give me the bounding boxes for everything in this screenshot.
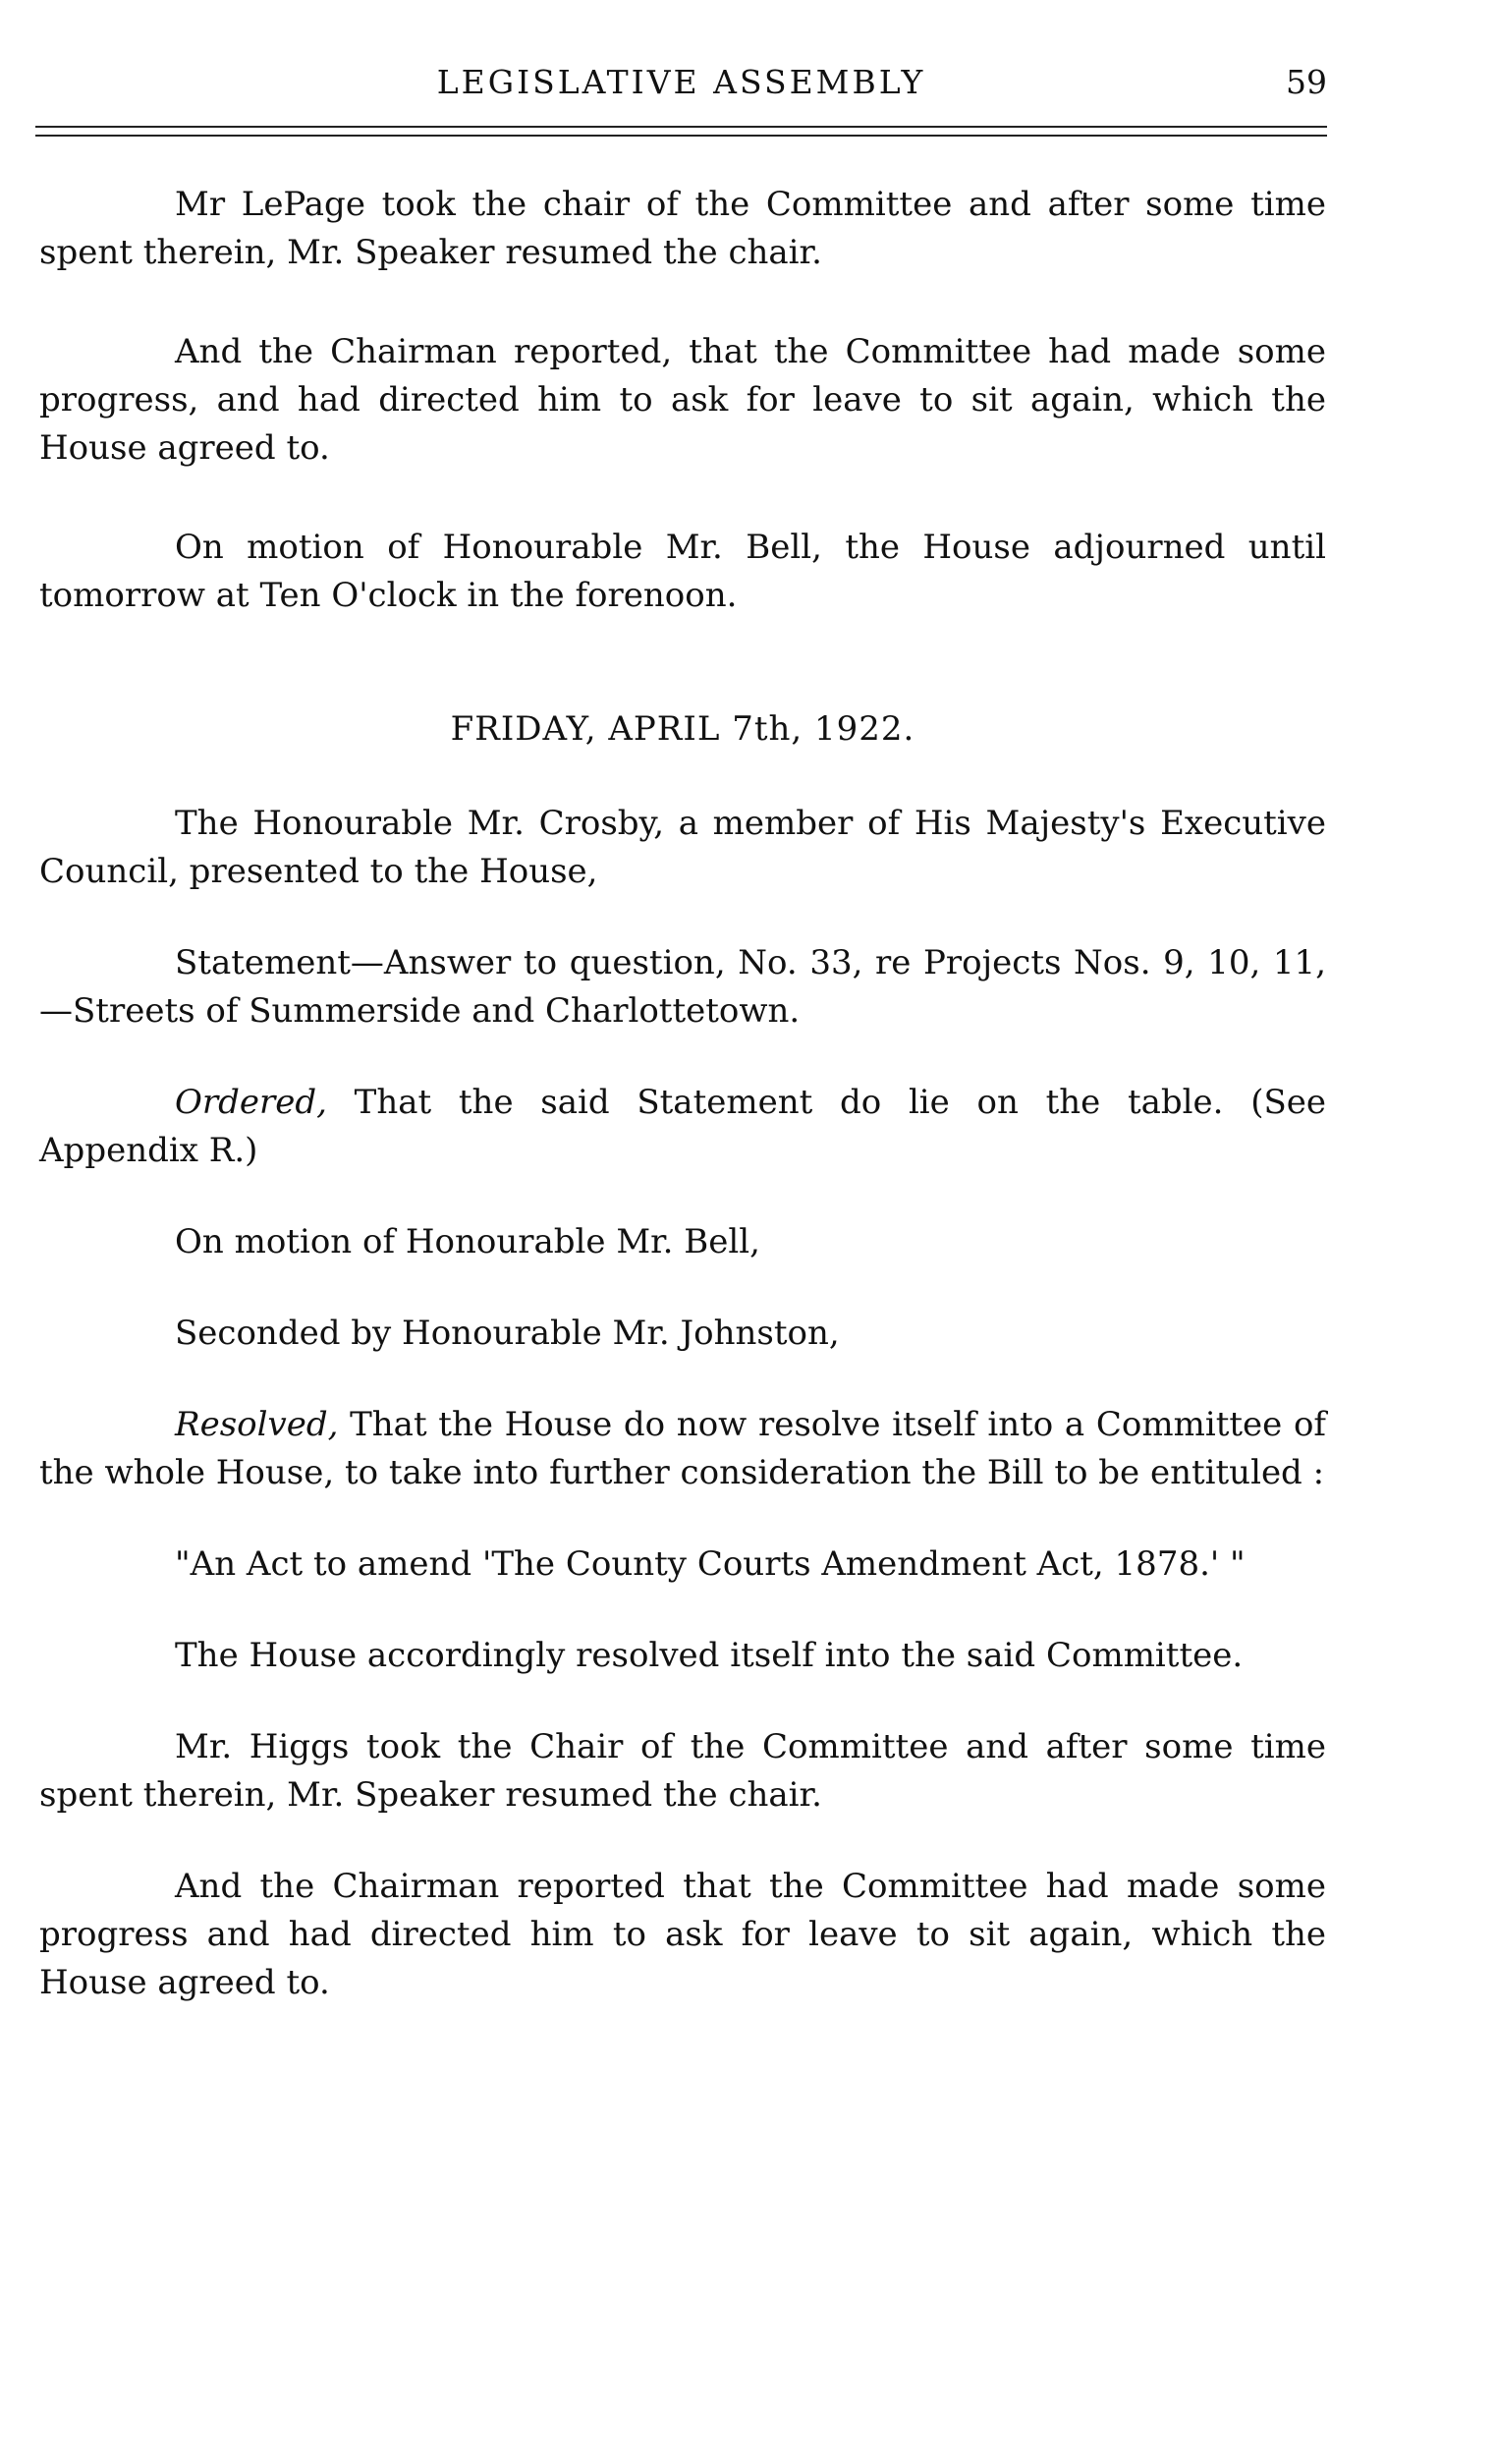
paragraph-ordered [39,1079,1326,1175]
paragraph-higgs-chair: Mr. Higgs took the Chair of the Committee and after some time spent therein, Mr. Speaker resumed the chair. [39,1727,1326,1815]
paragraph-final-report: And the Chairman reported that the Committee had made some progress and had directed him to ask for leave to sit again, which the House agreed to. [39,1867,1326,2002]
paragraph-presentation: The Honourable Mr. Crosby, a member of His Majesty's Executive Council, presented to the House, [39,804,1326,891]
running-title: LEGISLATIVE ASSEMBLY [436,63,926,101]
header-rule-top [35,126,1327,128]
paragraph-chairman-report: And the Chairman reported, that the Committee had made some progress, and had directed him to ask for leave to sit again, which the House agreed to. [39,332,1326,468]
paragraph-motion: On motion of Honourable Mr. Bell, [175,1222,760,1261]
paragraph-committee-chair: Mr LePage took the chair of the Committee and after some time spent therein, Mr. Speaker resumed the chair. [39,185,1326,272]
date-heading: FRIDAY, APRIL 7th, 1922. [450,709,915,749]
ordered-text: That the said Statement do lie on the table. (See Appendix R.) [39,1083,1326,1170]
paragraph-adjournment: On motion of Honourable Mr. Bell, the House adjourned until tomorrow at Ten O'clock in the forenoon. [39,528,1326,615]
paragraph-seconded: Seconded by Honourable Mr. Johnston, [175,1314,840,1353]
ordered-lead: Ordered, [175,1083,327,1122]
paragraph-act-title: "An Act to amend 'The County Courts Amendment Act, 1878.' " [175,1544,1246,1584]
header-rule-bottom [35,135,1327,137]
body-text [39,181,1326,2050]
page-number: 59 [1286,63,1327,101]
resolved-lead: Resolved, [175,1405,339,1444]
resolved-text: That the House do now resolve itself into a Committee of the whole House, to take into further consideration the Bill to be entituled : [39,1405,1326,1492]
paragraph-statement: Statement—Answer to question, No. 33, re Projects Nos. 9, 10, 11,—Streets of Summerside and Charlottetown. [39,943,1326,1031]
paragraph-resolved [39,1401,1326,1497]
paragraph-house-resolved: The House accordingly resolved itself into the said Committee. [175,1636,1244,1675]
page-header [35,63,1327,112]
